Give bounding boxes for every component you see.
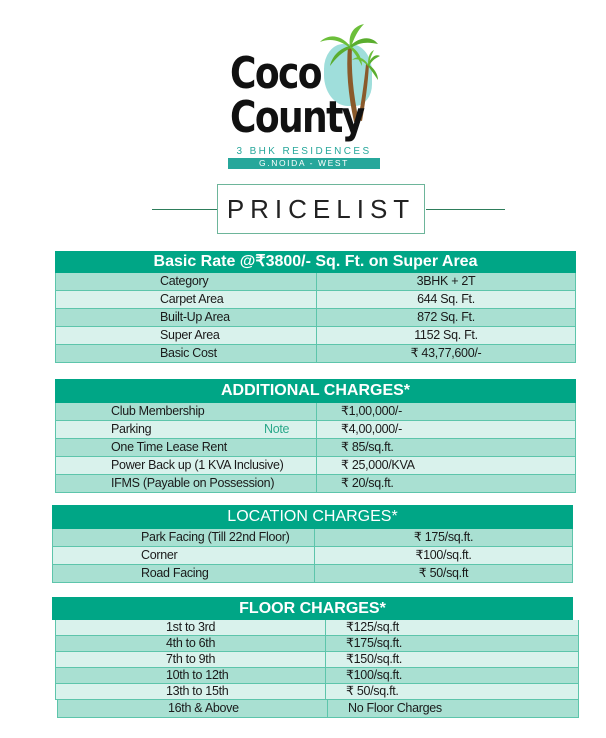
floor-charges-heading: FLOOR CHARGES* <box>52 597 573 620</box>
row-label: 16th & Above <box>58 700 328 717</box>
row-value: ₹4,00,000/- <box>341 422 402 436</box>
row-value: 1152 Sq. Ft. <box>414 328 478 342</box>
row-label: Club Membership <box>56 403 317 420</box>
row-label: Category <box>56 273 317 290</box>
logo-word-coco: Coco <box>230 48 321 99</box>
row-label: Corner <box>53 547 315 564</box>
row-label: Carpet Area <box>56 291 317 308</box>
coco-county-logo <box>222 22 386 167</box>
row-label: IFMS (Payable on Possession) <box>56 475 317 492</box>
row-value: ₹100/sq.ft. <box>415 548 472 562</box>
table-row <box>55 636 579 652</box>
row-label: One Time Lease Rent <box>56 439 317 456</box>
table-row <box>55 668 579 684</box>
floor-charges-table <box>52 597 573 718</box>
table-row <box>55 309 576 327</box>
table-row <box>52 547 573 565</box>
row-label: Park Facing (Till 22nd Floor) <box>53 529 315 546</box>
row-value: ₹1,00,000/- <box>341 404 402 418</box>
row-value: No Floor Charges <box>348 701 442 715</box>
row-value: ₹ 20/sq.ft. <box>341 476 394 490</box>
additional-charges-table <box>55 379 576 493</box>
table-row <box>55 439 576 457</box>
row-value: 3BHK + 2T <box>416 274 476 288</box>
logo-word-county: County <box>230 92 364 143</box>
table-row <box>57 700 579 718</box>
row-value: ₹125/sq.ft <box>346 620 399 634</box>
table-row <box>55 652 579 668</box>
row-value: ₹175/sq.ft. <box>346 636 403 650</box>
row-value: ₹ 43,77,600/- <box>410 346 482 360</box>
additional-charges-heading: ADDITIONAL CHARGES* <box>55 379 576 403</box>
row-label: Basic Cost <box>56 345 317 362</box>
table-row <box>55 475 576 493</box>
title-divider-right <box>426 209 505 210</box>
table-row <box>55 457 576 475</box>
table-row <box>52 529 573 547</box>
title-divider-left <box>152 209 217 210</box>
row-label-wrap <box>56 421 317 438</box>
row-label: 10th to 12th <box>56 668 326 683</box>
row-value: ₹150/sq.ft. <box>346 652 403 666</box>
table-row <box>55 273 576 291</box>
table-row <box>55 684 579 700</box>
row-label: 7th to 9th <box>56 652 326 667</box>
row-value: ₹100/sq.ft. <box>346 668 403 682</box>
table-row <box>55 403 576 421</box>
basic-rate-heading: Basic Rate @₹3800/- Sq. Ft. on Super Area <box>55 251 576 273</box>
row-label: 4th to 6th <box>56 636 326 651</box>
table-row <box>55 620 579 636</box>
row-value: 644 Sq. Ft. <box>417 292 475 306</box>
table-row <box>55 291 576 309</box>
row-label: Super Area <box>56 327 317 344</box>
table-row <box>52 565 573 583</box>
row-value: ₹ 85/sq.ft. <box>341 440 394 454</box>
row-value: ₹ 50/sq.ft <box>418 566 469 580</box>
row-label: Parking <box>111 422 152 436</box>
row-value: ₹ 25,000/KVA <box>341 458 415 472</box>
row-value: ₹ 175/sq.ft. <box>413 530 474 544</box>
row-label: 1st to 3rd <box>56 620 326 635</box>
row-value: ₹ 50/sq.ft. <box>346 684 399 698</box>
location-charges-table <box>52 505 573 583</box>
table-row <box>55 345 576 363</box>
page-title: PRICELIST <box>217 184 425 234</box>
basic-rate-table <box>55 251 576 363</box>
logo-subtitle: 3 BHK RESIDENCES <box>236 146 372 157</box>
location-charges-heading: LOCATION CHARGES* <box>52 505 573 529</box>
row-label: 13th to 15th <box>56 684 326 699</box>
note-link[interactable]: Note <box>264 422 290 436</box>
table-row <box>55 421 576 439</box>
row-label: Road Facing <box>53 565 315 582</box>
row-label: Power Back up (1 KVA Inclusive) <box>56 457 317 474</box>
table-row <box>55 327 576 345</box>
row-label: Built-Up Area <box>56 309 317 326</box>
row-value: 872 Sq. Ft. <box>417 310 475 324</box>
logo-location-band: G.NOIDA - WEST <box>228 158 380 169</box>
